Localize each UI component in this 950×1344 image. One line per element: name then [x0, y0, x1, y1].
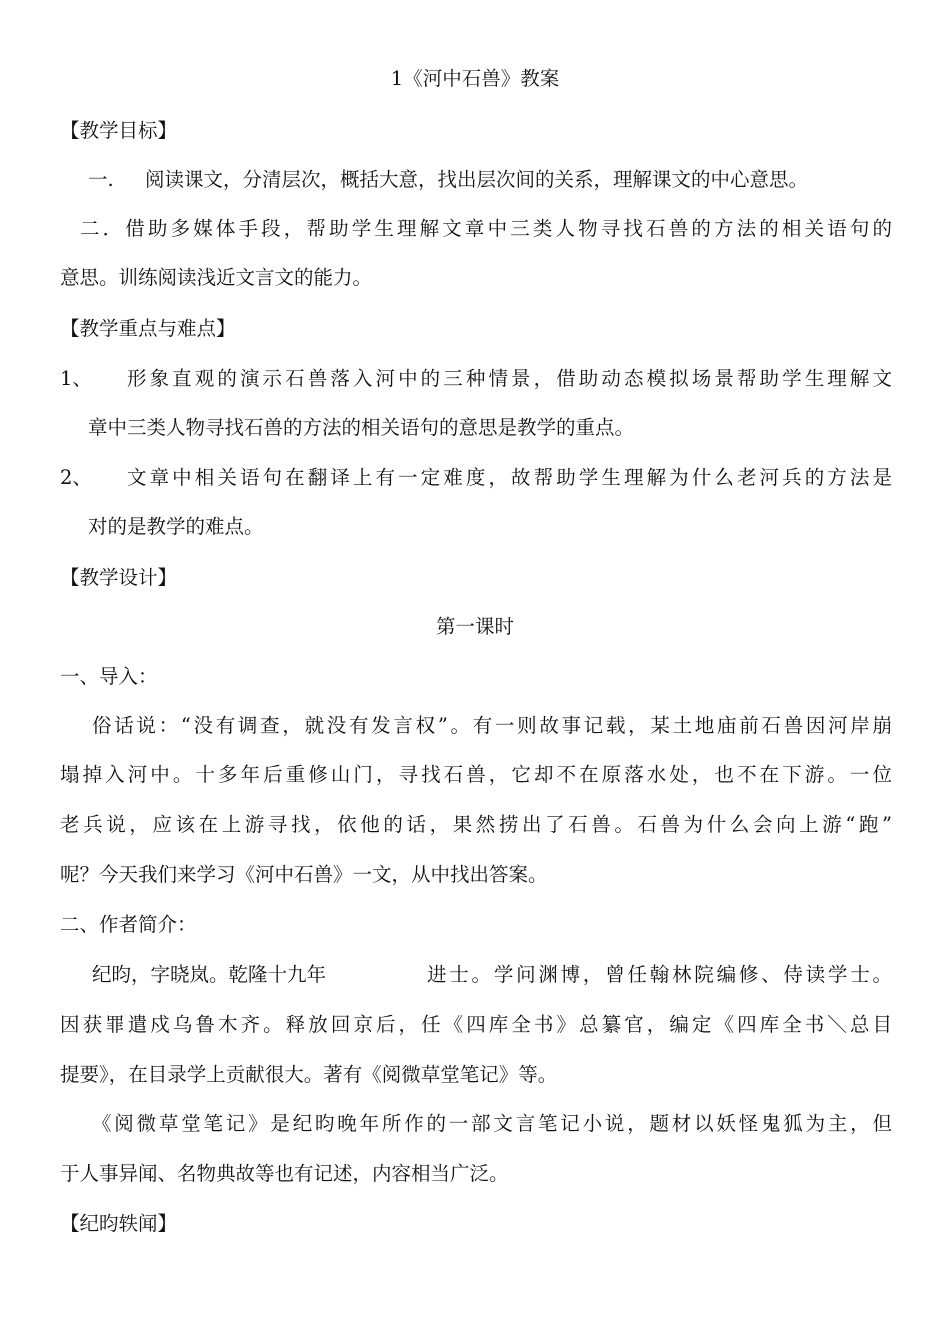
author-line: 提要》，在目录学上贡献很大。著有《阅微草堂笔记》等。 — [60, 1063, 558, 1086]
document-title: 1《河中石兽》教案 — [390, 67, 560, 90]
intro-line: 俗话说：“没有调查，就没有发言权”。有一则故事记载，某土地庙前石兽因河岸崩 — [92, 714, 892, 737]
objective-1-number: 一. — [88, 168, 114, 191]
book-intro-line: 《阅微草堂笔记》是纪昀晚年所作的一部文言笔记小说，题材以妖怪鬼狐为主，但 — [92, 1112, 892, 1135]
objective-2-line-2: 意思。训练阅读浅近文言文的能力。 — [60, 266, 373, 289]
keypoint-1-line-1: 形象直观的演示石兽落入河中的三种情景，借助动态模拟场景帮助学生理解文 — [127, 367, 892, 390]
author-heading: 二、作者简介： — [60, 913, 197, 936]
keypoint-2-line-2: 对的是教学的难点。 — [88, 515, 264, 538]
intro-heading: 一、导入： — [60, 665, 158, 688]
author-line-1-part-a: 纪昀，字晓岚。乾隆十九年 — [92, 963, 327, 986]
section-heading-keypoints: 【教学重点与难点】 — [60, 317, 236, 340]
intro-line: 呢？今天我们来学习《河中石兽》一文，从中找出答案。 — [60, 863, 548, 886]
keypoint-1-line-2: 章中三类人物寻找石兽的方法的相关语句的意思是教学的重点。 — [88, 416, 635, 439]
keypoint-2-line-1: 文章中相关语句在翻译上有一定难度，故帮助学生理解为什么老河兵的方法是 — [127, 466, 892, 489]
objective-2-line-1: 二．借助多媒体手段，帮助学生理解文章中三类人物寻找石兽的方法的相关语句的 — [80, 217, 892, 240]
section-heading-design: 【教学设计】 — [60, 566, 178, 589]
keypoint-1-number: 1、 — [60, 367, 92, 390]
objective-1-text: 阅读课文，分清层次，概括大意，找出层次间的关系，理解课文的中心意思。 — [145, 168, 809, 191]
intro-line: 老兵说，应该在上游寻找，依他的话，果然捞出了石兽。石兽为什么会向上游“跑” — [60, 813, 892, 836]
section-heading-anecdote: 【纪昀轶闻】 — [60, 1212, 178, 1235]
author-line: 因获罪遣戍乌鲁木齐。释放回京后，任《四库全书》总纂官，编定《四库全书＼总目 — [60, 1013, 892, 1036]
book-intro-line: 于人事异闻、名物典故等也有记述，内容相当广泛。 — [60, 1162, 509, 1185]
lesson-title: 第一课时 — [435, 615, 514, 638]
intro-line: 塌掉入河中。十多年后重修山门，寻找石兽，它却不在原落水处，也不在下游。一位 — [60, 763, 892, 786]
section-heading-objectives: 【教学目标】 — [60, 119, 178, 142]
author-line-1-part-b: 进士。学问渊博，曾任翰林院编修、侍读学士。 — [427, 963, 892, 986]
keypoint-2-number: 2、 — [60, 466, 92, 489]
